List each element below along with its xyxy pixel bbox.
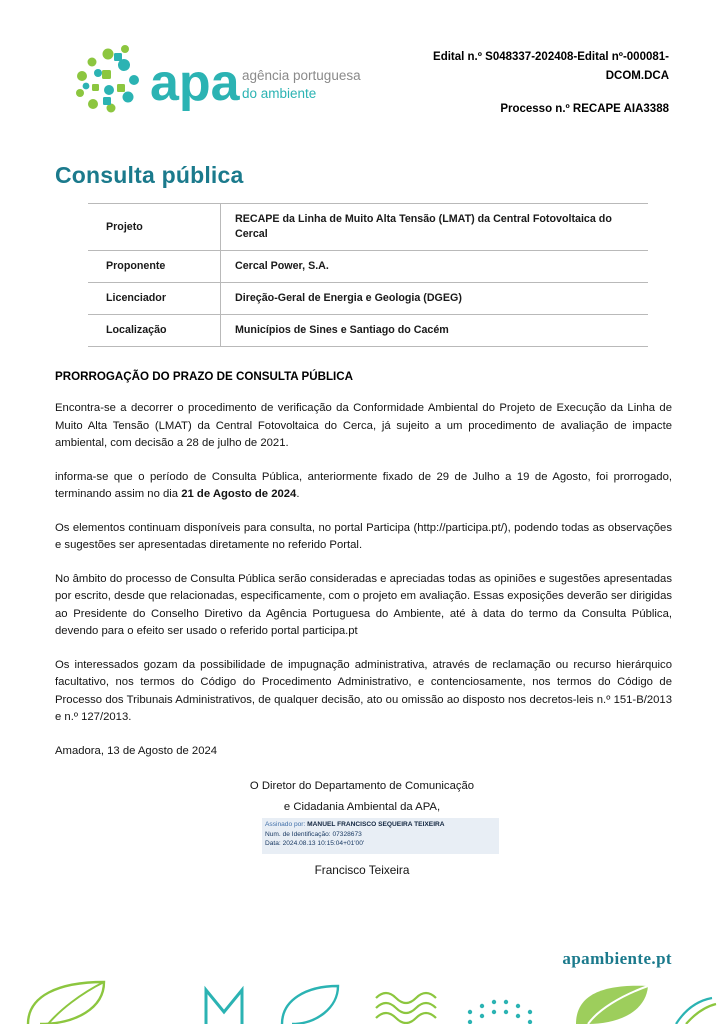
table-row [88, 204, 648, 251]
signer-display-name: Francisco Teixeira [314, 863, 410, 877]
svg-text:apa: apa [150, 54, 240, 112]
svg-text:do ambiente: do ambiente [242, 86, 317, 101]
stamp-signed-by-label: Assinado por: [265, 821, 306, 828]
edital-line-1: Edital n.º S048337-202408-Edital nº-000081- [433, 51, 669, 63]
apa-logo [62, 40, 372, 118]
paragraph-2 [55, 469, 672, 504]
paragraph-5: Os interessados gozam da possibilidade de impugnação administrativa, através de reclamação ou recurso hierárquico facultativo, nos termos do Código do Procedimento Administrativo, e contenciosamente, nos termos do Código de Processo dos Tribunais Administrativos, de qualquer decisão, ato ou omissão ao disposto nos decretos-leis n.º 151-B/2013 e n.º 127/2013. [55, 658, 672, 723]
place-date-line: Amadora, 13 de Agosto de 2024 [55, 745, 218, 757]
signature-role-line-2: e Cidadania Ambiental da APA, [283, 801, 441, 813]
paragraph-2-part-c: . [296, 488, 300, 500]
row-label: Localização [88, 315, 221, 347]
stamp-id-row: Num. de Identificação: 07328673 [265, 830, 362, 838]
paragraph-3: Os elementos continuam disponíveis para consulta, no portal Participa (http://participa.pt/), podendo todas as observações e sugestões ser apresentadas diretamente no referido Portal. [55, 521, 672, 551]
row-label: Projeto [88, 204, 221, 251]
paragraph-4: No âmbito do processo de Consulta Pública serão consideradas e apreciadas todas as opiniões e sugestões apresentadas por escrito, desde que relacionadas, especificamente, com o projeto em avaliação. Essas exposições deverão ser dirigidas ao Presidente do Conselho Diretivo da Agência Portuguesa do Ambiente, até à data do termo da Consulta Pública, devendo para o efeito ser usado o referido portal participa.pt [55, 572, 672, 637]
digital-signature-stamp [262, 818, 499, 854]
footer-decorative-art [0, 978, 724, 1024]
row-value: RECAPE da Linha de Muito Alta Tensão (LMAT) da Central Fotovoltaica do Cercal [235, 213, 612, 240]
section-subtitle: PRORROGAÇÃO DO PRAZO DE CONSULTA PÚBLICA [55, 370, 354, 383]
table-row [88, 315, 648, 347]
edital-line-2: DCOM.DCA [605, 70, 669, 82]
row-label: Licenciador [88, 283, 221, 315]
stamp-date-row: Data: 2024.08.13 10:15:04+01'00' [265, 840, 365, 848]
stamp-signer-name: MANUEL FRANCISCO SEQUEIRA TEIXEIRA [307, 821, 445, 828]
document-header [0, 34, 724, 129]
page-title: Consulta pública [55, 162, 244, 188]
document-body [55, 400, 672, 727]
processo-line: Processo n.º RECAPE AIA3388 [500, 103, 669, 115]
row-value: Municípios de Sines e Santiago do Cacém [235, 324, 449, 336]
svg-text:agência portuguesa: agência portuguesa [242, 68, 361, 83]
row-label: Proponente [88, 251, 221, 283]
row-value: Direção-Geral de Energia e Geologia (DGEG) [235, 292, 462, 304]
deadline-date: 21 de Agosto de 2024 [181, 488, 297, 500]
footer-website: apambiente.pt [562, 949, 672, 968]
paragraph-2-part-a: informa-se que o período de Consulta Pública, anteriormente fixado de 29 de Julho a 19 de Agosto, foi prorrogado, terminando assim no dia [55, 470, 672, 500]
project-info-table [88, 203, 648, 347]
paragraph-1: Encontra-se a decorrer o procedimento de verificação da Conformidade Ambiental do Projeto de Execução da Linha de Muito Alta Tensão (LMAT) da Central Fotovoltaica do Cerca, já sujeito a um procedimento de avaliação de impacte ambiental, com decisão a 28 de julho de 2021. [55, 402, 672, 449]
signature-role-block [0, 776, 724, 818]
signature-role-line-1: O Diretor do Departamento de Comunicação [249, 780, 475, 792]
table-row [88, 251, 648, 283]
header-reference-block [339, 48, 669, 119]
row-value: Cercal Power, S.A. [235, 260, 329, 272]
table-row [88, 283, 648, 315]
stamp-signed-by-row [265, 820, 496, 830]
